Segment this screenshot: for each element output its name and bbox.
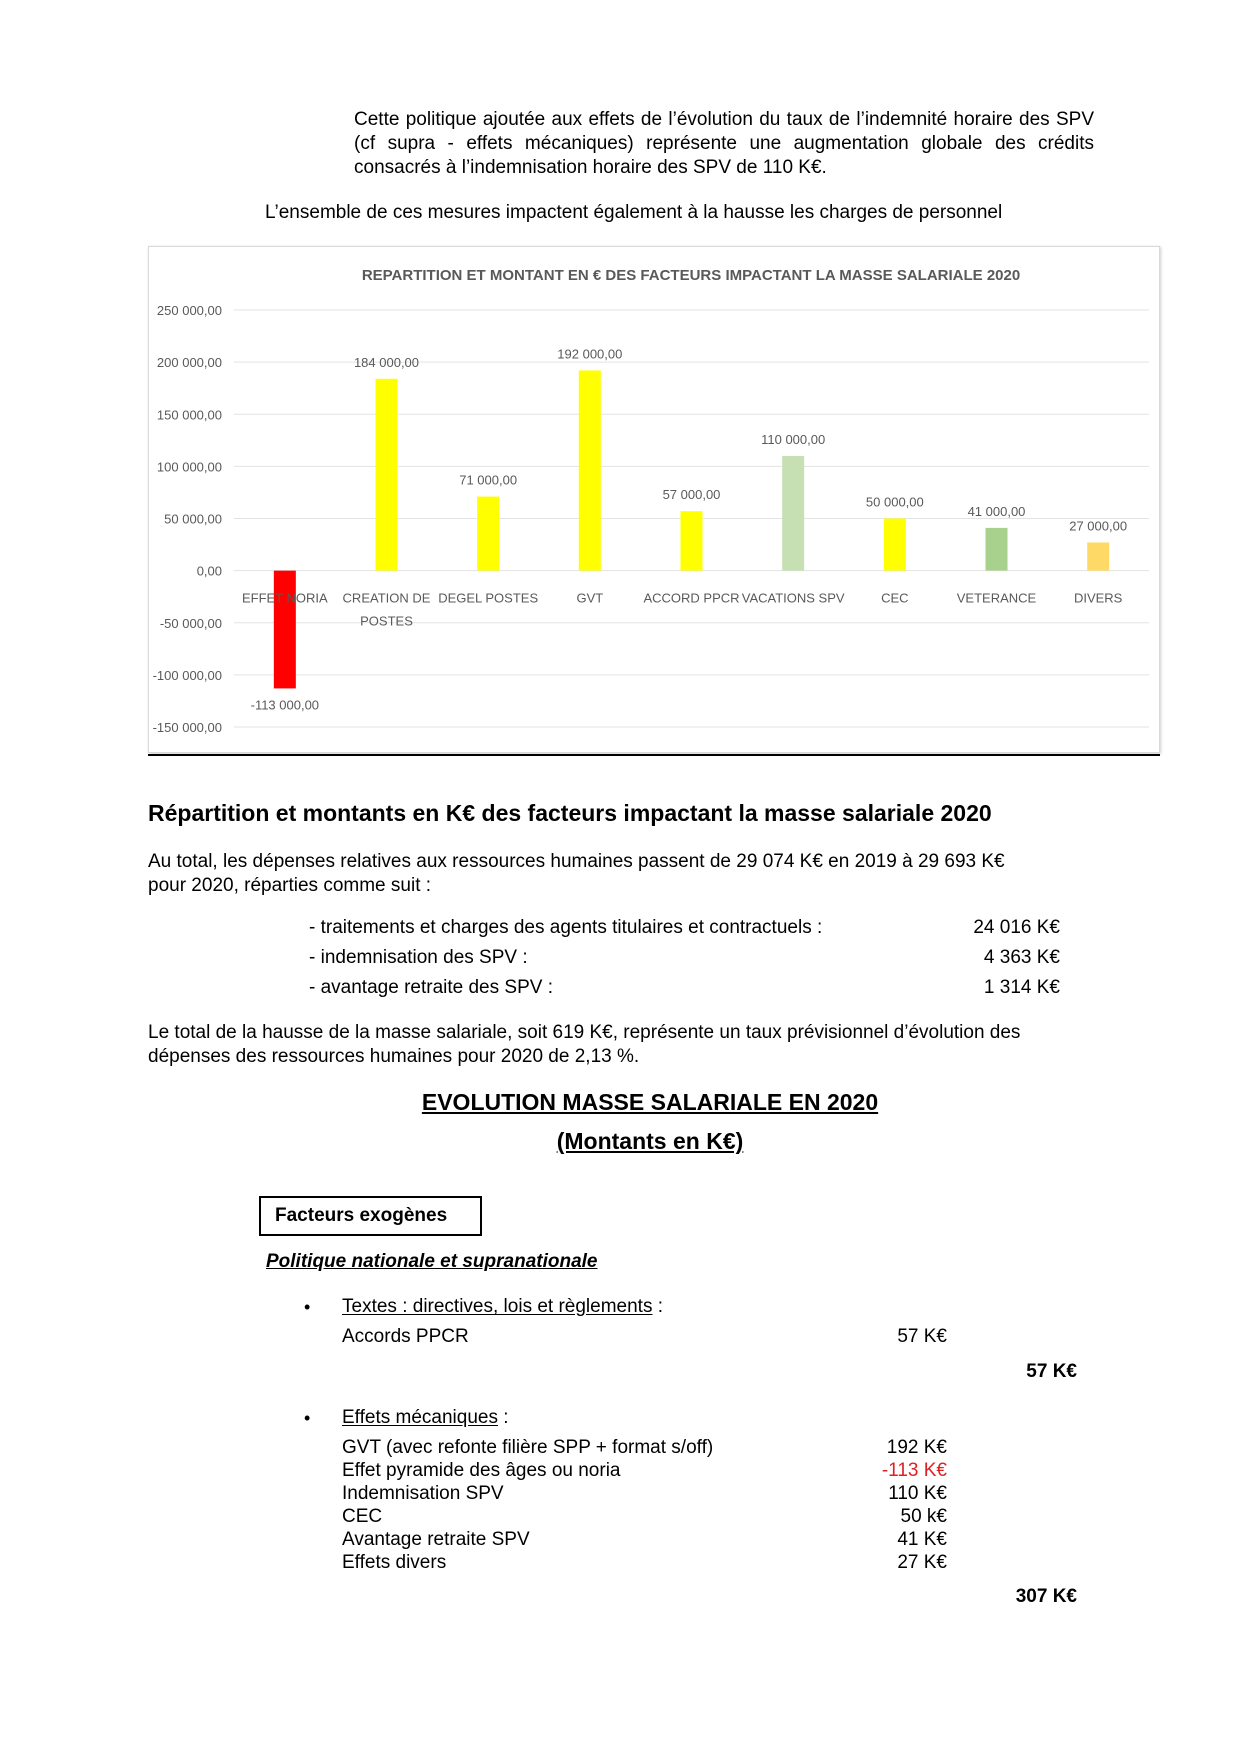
ppcr-label: Accords PPCR <box>342 1326 469 1347</box>
chart-title: REPARTITION ET MONTANT EN € DES FACTEURS IMPACTANT LA MASSE SALARIALE 2020 <box>361 267 1021 284</box>
bullet-icon: • <box>304 1408 311 1428</box>
category-label: DIVERS <box>1073 590 1123 606</box>
y-tick-label: -100 000,00 <box>152 667 222 683</box>
intro-sentence: L’ensemble de ces mesures impactent également à la hausse les charges de personnel <box>265 202 1003 223</box>
breakdown-item-label: - avantage retraite des SPV : <box>309 977 553 998</box>
data-label: 57 000,00 <box>662 487 721 503</box>
section-title: Répartition et montants en K€ des facteurs impactant la masse salariale 2020 <box>148 800 992 826</box>
category-label: VETERANCE <box>956 590 1037 606</box>
bar-chart <box>148 246 1160 753</box>
textes-heading-line <box>342 1296 663 1318</box>
effet-amount: 110 K€ <box>888 1483 947 1504</box>
total-line-1: Au total, les dépenses relatives aux ressources humaines passent de 29 074 K€ en 2019 à 29 693 K€ <box>148 851 1005 872</box>
ppcr-amount: 57 K€ <box>897 1326 947 1347</box>
category-label: EFFET NORIA <box>241 590 328 606</box>
bar <box>376 379 398 571</box>
data-label: 41 000,00 <box>967 503 1026 519</box>
effet-amount: 192 K€ <box>886 1437 947 1458</box>
bar <box>274 571 296 689</box>
breakdown-item-amount: 4 363 K€ <box>983 947 1060 968</box>
data-label: 184 000,00 <box>353 354 420 370</box>
data-label: 27 000,00 <box>1069 518 1128 534</box>
effets-total: 307 K€ <box>1015 1586 1077 1607</box>
data-label: 71 000,00 <box>459 472 518 488</box>
effet-label: GVT (avec refonte filière SPP + format s/off) <box>342 1437 714 1458</box>
data-label: 50 000,00 <box>865 494 924 510</box>
y-tick-label: 50 000,00 <box>164 511 222 527</box>
bar <box>884 519 906 571</box>
effet-label: CEC <box>342 1506 383 1527</box>
intro-paragraph: Cette politique ajoutée aux effets de l’évolution du taux de l’indemnité horaire des SPV (cf supra - effets mécaniques) représente une augmentation globale des crédits consacrés à l’indemnisation horaire des SPV de 110 K€. <box>354 109 1094 178</box>
effets-heading-suffix: : <box>497 1407 509 1428</box>
effet-amount: 27 K€ <box>897 1552 947 1573</box>
evolution-subtitle: (Montants en K€) <box>556 1128 744 1154</box>
category-label: POSTES <box>360 613 413 629</box>
chart-bottom-rule <box>148 754 1160 756</box>
y-tick-label: -50 000,00 <box>159 615 222 631</box>
category-label: GVT <box>576 590 604 606</box>
rise-line-1: Le total de la hausse de la masse salariale, soit 619 K€, représente un taux prévisionnel d’évolution des <box>148 1022 1021 1043</box>
policy-heading: Politique nationale et supranationale <box>266 1251 598 1272</box>
effets-heading-line <box>342 1407 509 1429</box>
y-tick-label: 0,00 <box>196 563 222 579</box>
category-label: CREATION DE <box>342 590 431 606</box>
exogenous-factors-box <box>259 1196 482 1236</box>
data-label: 192 000,00 <box>557 346 623 362</box>
category-label: DEGEL POSTES <box>438 590 539 606</box>
effet-label: Avantage retraite SPV <box>342 1529 530 1550</box>
effet-amount: 41 K€ <box>897 1529 947 1550</box>
total-line-2: pour 2020, réparties comme suit : <box>148 875 432 896</box>
breakdown-item-amount: 1 314 K€ <box>983 977 1060 998</box>
bar <box>1087 542 1109 570</box>
textes-heading: Textes : directives, lois et règlements <box>342 1296 653 1317</box>
effets-heading: Effets mécaniques <box>342 1407 498 1428</box>
y-tick-label: 250 000,00 <box>156 303 222 318</box>
bar <box>681 511 703 570</box>
breakdown-item-amount: 24 016 K€ <box>973 917 1060 938</box>
bar <box>477 497 499 571</box>
bar-chart-svg <box>149 247 1159 752</box>
exogenous-factors-label: Facteurs exogènes <box>275 1205 448 1226</box>
rise-line-2: dépenses des ressources humaines pour 2020 de 2,13 %. <box>148 1046 640 1067</box>
bar <box>986 528 1008 571</box>
textes-total: 57 K€ <box>1026 1361 1077 1382</box>
bullet-icon: • <box>304 1297 311 1317</box>
effet-label: Effet pyramide des âges ou noria <box>342 1460 621 1481</box>
effet-label: Indemnisation SPV <box>342 1483 504 1504</box>
effet-amount-negative: -113 K€ <box>881 1460 947 1481</box>
category-label: VACATIONS SPV <box>741 590 845 606</box>
y-tick-label: 150 000,00 <box>156 407 222 423</box>
bar <box>782 456 804 571</box>
category-label: ACCORD PPCR <box>643 590 740 606</box>
textes-heading-suffix: : <box>652 1296 664 1317</box>
y-tick-label: 100 000,00 <box>156 459 222 475</box>
breakdown-item-label: - traitements et charges des agents titulaires et contractuels : <box>309 917 823 938</box>
evolution-title: EVOLUTION MASSE SALARIALE EN 2020 <box>421 1089 879 1115</box>
effet-amount: 50 k€ <box>900 1506 947 1527</box>
category-label: CEC <box>881 590 909 606</box>
y-tick-label: -150 000,00 <box>152 720 222 735</box>
breakdown-item-label: - indemnisation des SPV : <box>309 947 528 968</box>
effet-label: Effets divers <box>342 1552 447 1573</box>
data-label: -113 000,00 <box>250 697 320 713</box>
bar <box>579 370 601 570</box>
y-tick-label: 200 000,00 <box>156 355 222 371</box>
data-label: 110 000,00 <box>761 431 826 447</box>
